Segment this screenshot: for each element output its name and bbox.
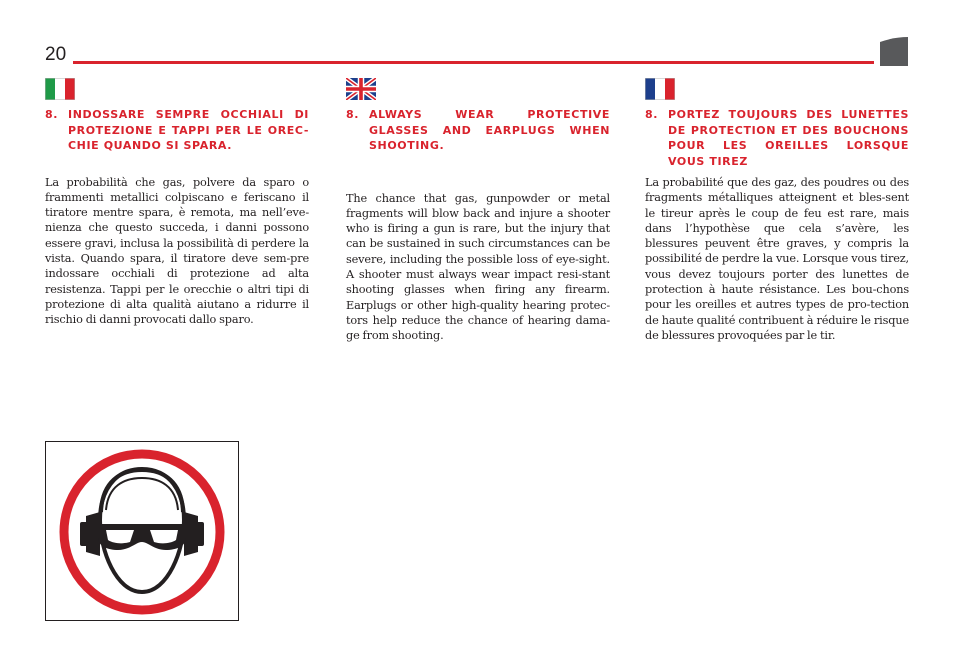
italian-body: La probabilità che gas, polvere da sparo o frammenti metallici colpiscano e feriscano il tiratore mentre spara, è remota, ma nell’eve-nienza che questo succeda, i danni possono essere gravi, inclusa la possibilità di perdere la vista. Quando spara, il tiratore deve sem-pre indossare occhiali di protezione ad alta resistenza. Tappi per le orecchie o altri tipi di protezione di alta qualità aiutano a ridurre il rischio di danni provocati dallo sparo. bbox=[45, 175, 309, 327]
english-heading-number: 8. bbox=[346, 108, 360, 121]
uk-flag-icon bbox=[346, 78, 376, 100]
page-number: 20 bbox=[45, 44, 67, 65]
italian-heading bbox=[45, 107, 309, 154]
french-flag-icon bbox=[645, 78, 675, 100]
section-tab-icon bbox=[880, 37, 908, 66]
french-body: La probabilité que des gaz, des poudres ou des fragments métalliques atteignent et bles-sent le tireur après le coup de feu est rare, mais dans l’hypothèse que cela s’avère, les blessures peuvent être graves, y compris la possibilité de perdre la vue. Lorsque vous tirez, vous devez toujours porter des lunettes de protection à haute résistance. Les bou-chons pour les oreilles et autres types de pro-tection de haute qualité contribuent à réduire le risque de blessures provoquées par le tir. bbox=[645, 176, 909, 342]
english-column bbox=[346, 107, 610, 343]
pictogram-box bbox=[45, 441, 239, 621]
safety-pictogram-icon bbox=[46, 442, 238, 620]
english-heading bbox=[346, 107, 610, 154]
italian-heading-number: 8. bbox=[45, 108, 59, 121]
italian-flag-icon bbox=[45, 78, 75, 100]
french-column bbox=[645, 107, 909, 343]
italian-column bbox=[45, 107, 309, 327]
italian-heading-text: INDOSSARE SEMPRE OCCHIALI DI PROTEZIONE E TAPPI PER LE OREC-CHIE QUANDO SI SPARA. bbox=[68, 108, 309, 152]
french-heading bbox=[645, 107, 909, 169]
english-body: The chance that gas, gunpowder or metal fragments will blow back and injure a shooter who is firing a gun is rare, but the injury that can be sustained in such circumstances can be severe, including the possible loss of eye-sight. A shooter must always wear impact resi-stant shooting glasses when firing any firearm. Earplugs or other high-quality hearing protec-tors help reduce the chance of hearing dama-ge from shooting. bbox=[346, 191, 610, 343]
english-heading-text: ALWAYS WEAR PROTECTIVE GLASSES AND EARPLUGS WHEN SHOOTING. bbox=[369, 108, 610, 152]
french-heading-number: 8. bbox=[645, 108, 659, 121]
header-rule bbox=[73, 61, 874, 64]
french-heading-text: PORTEZ TOUJOURS DES LUNETTES DE PROTECTION ET DES BOUCHONS POUR LES OREILLES LORSQUE VOUS TIREZ bbox=[668, 108, 909, 168]
